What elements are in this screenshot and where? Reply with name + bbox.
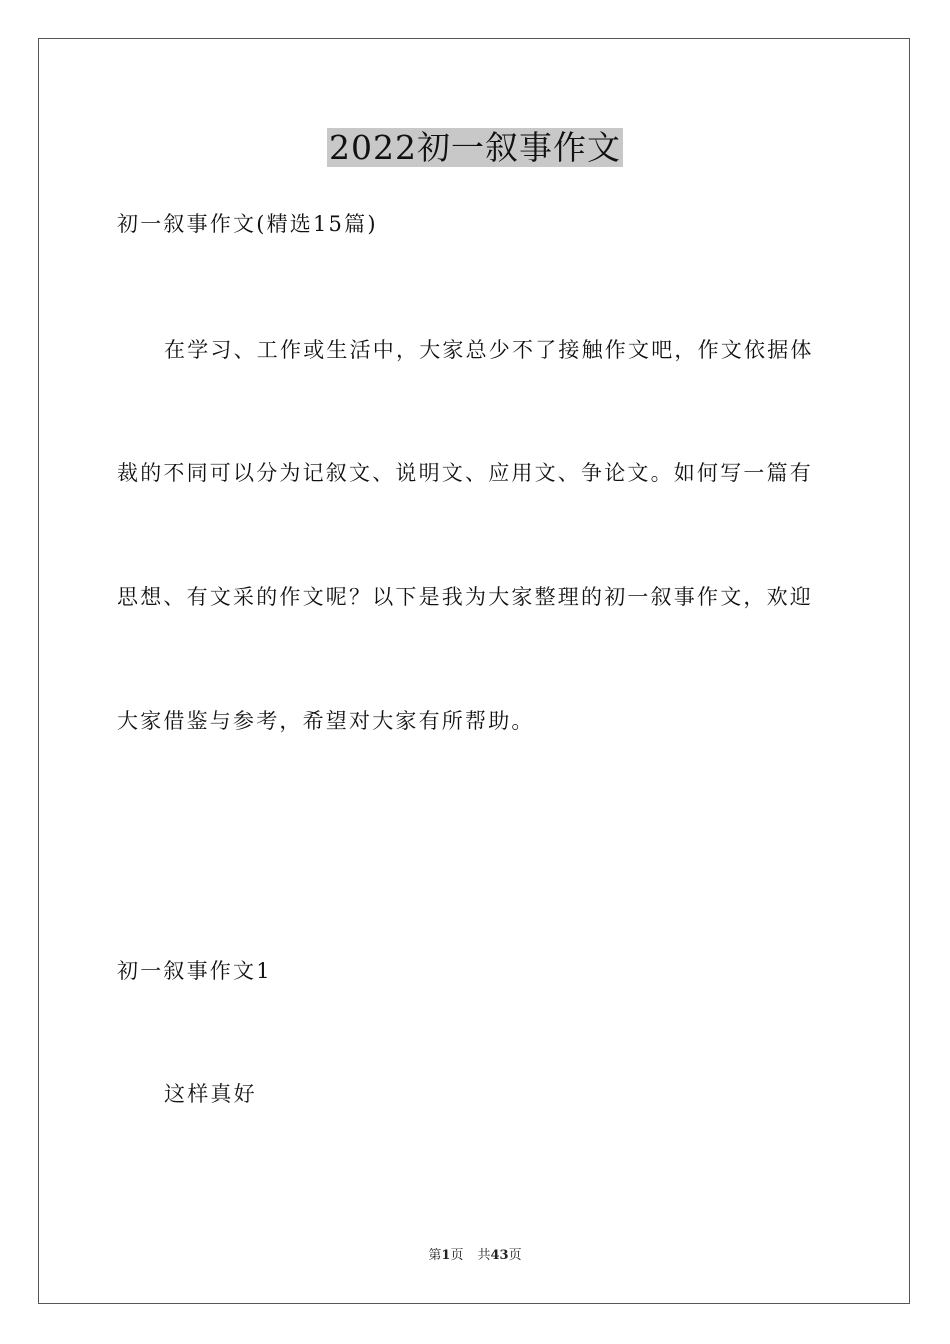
document-title xyxy=(0,124,950,172)
intro-line-4: 大家借鉴与参考，希望对大家有所帮助。 xyxy=(117,709,535,733)
essay-title: 这样真好 xyxy=(164,1082,257,1106)
footer-total-suffix: 页 xyxy=(508,1248,522,1263)
document-title-text: 2022初一叙事作文 xyxy=(329,128,621,167)
intro-line-1: 在学习、工作或生活中，大家总少不了接触作文吧，作文依据体 xyxy=(164,338,814,362)
intro-line-2: 裁的不同可以分为记叙文、说明文、应用文、争论文。如何写一篇有 xyxy=(117,461,813,485)
footer-page-suffix: 页 xyxy=(450,1248,464,1263)
footer-page-prefix: 第 xyxy=(428,1248,442,1263)
footer-total-pages: 43 xyxy=(490,1248,509,1263)
page-footer xyxy=(0,1246,950,1266)
footer-total-prefix: 共 xyxy=(477,1248,491,1263)
section-heading: 初一叙事作文1 xyxy=(117,959,272,983)
document-subtitle: 初一叙事作文(精选15篇) xyxy=(117,212,378,236)
intro-line-3: 思想、有文采的作文呢？以下是我为大家整理的初一叙事作文，欢迎 xyxy=(117,585,813,609)
footer-page-number: 1 xyxy=(441,1248,451,1263)
